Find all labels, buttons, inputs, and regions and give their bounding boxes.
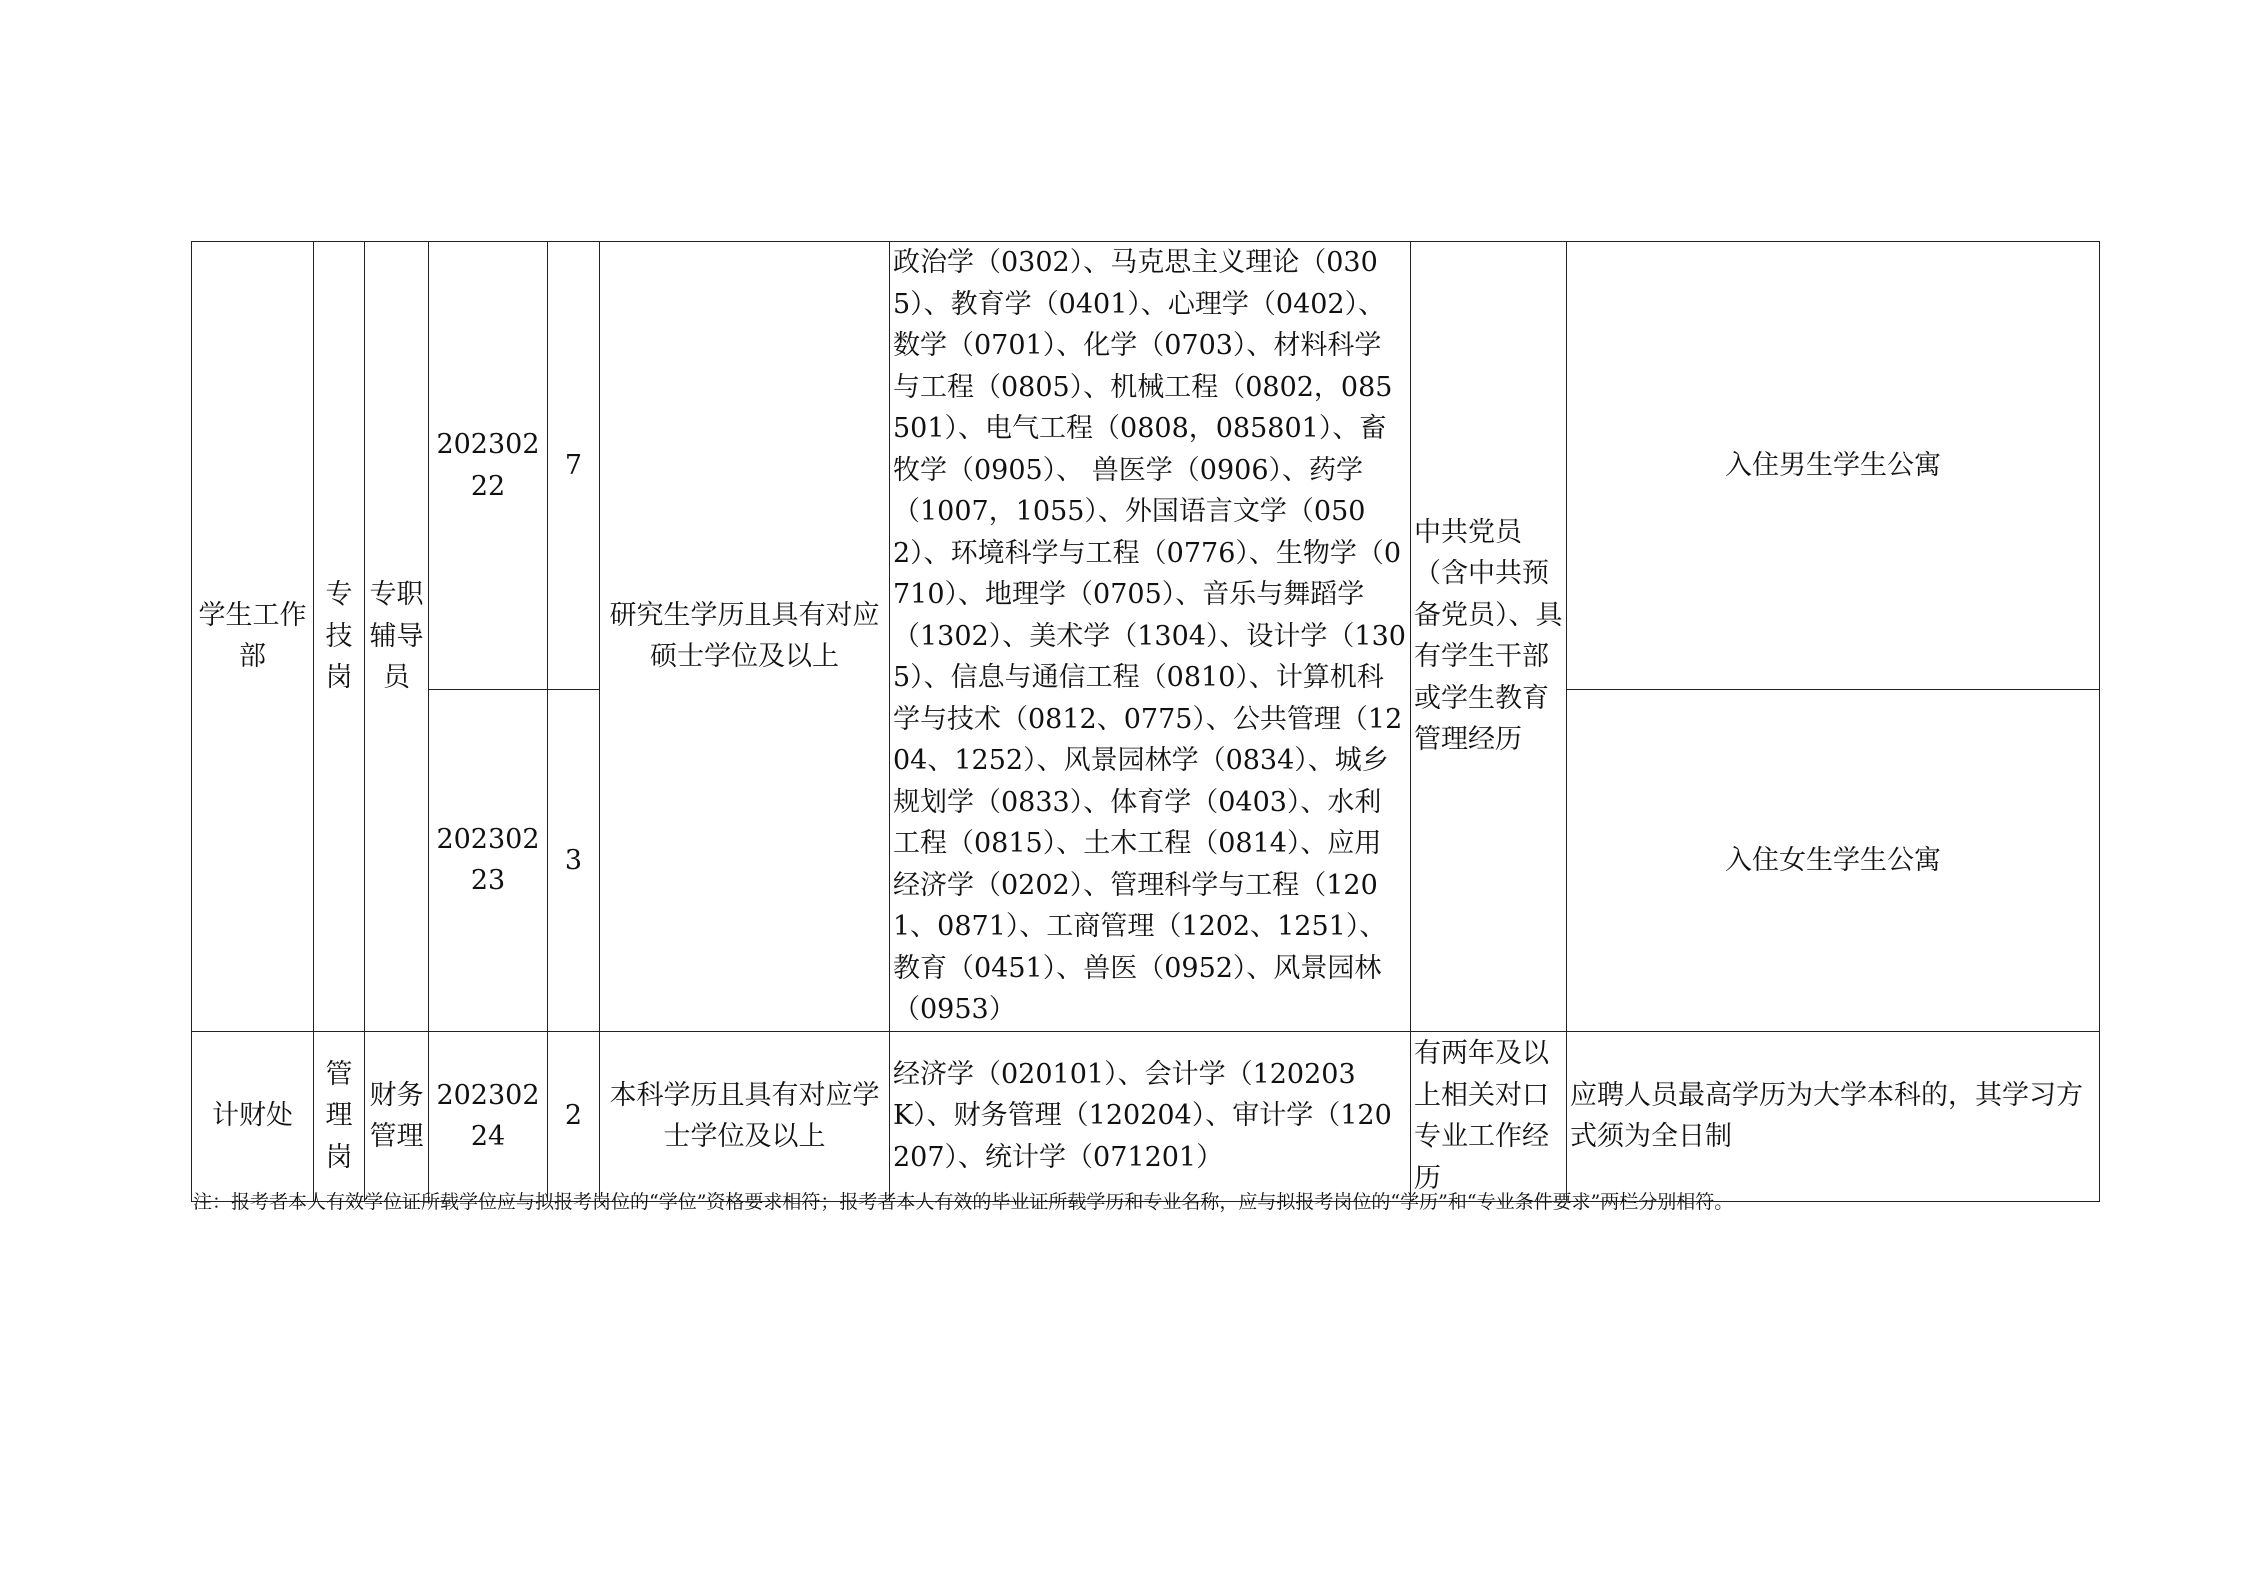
table-row: [192, 242, 2100, 690]
recruitment-table: [191, 241, 2100, 1202]
headcount-cell: 2: [548, 1031, 600, 1201]
table-row: [192, 1031, 2100, 1201]
remarks-cell: 应聘人员最高学历为大学本科的，其学习方式须为全日制: [1567, 1031, 2100, 1201]
remarks-cell: 入住男生学生公寓: [1567, 242, 2100, 690]
remarks-cell: 入住女生学生公寓: [1567, 690, 2100, 1031]
education-cell: 本科学历且具有对应学士学位及以上: [600, 1031, 890, 1201]
department-cell: 计财处: [192, 1031, 314, 1201]
post-name-cell: 财务管理: [365, 1031, 429, 1201]
post-code-cell: 20230224: [429, 1031, 548, 1201]
footnote: 注：报考者本人有效学位证所载学位应与拟报考岗位的“学位”资格要求相符；报考者本人有效的毕业证所载学历和专业名称，应与拟报考岗位的“学历”和“专业条件要求”两栏分别相符。: [193, 1191, 1734, 1213]
headcount-cell: 3: [548, 690, 600, 1031]
department-cell: 学生工作部: [192, 242, 314, 1032]
major-requirements-cell: 政治学（0302）、马克思主义理论（0305）、教育学（0401）、心理学（0402）、数学（0701）、化学（0703）、材料科学与工程（0805）、机械工程（0802，085501）、电气工程（0808，085801）、畜牧学（0905）、 兽医学（0906）、药学（1007，1055）、外国语言文学（0502）、环境科学与工程（0776）、生物学（0710）、地理学（0705）、音乐与舞蹈学（1302）、美术学（1304）、设计学（1305）、信息与通信工程（0810）、计算机科学与技术（0812、0775）、公共管理（1204、1252）、风景园林学（0834）、城乡规划学（0833）、体育学（0403）、水利工程（0815）、土木工程（0814）、应用经济学（0202）、管理科学与工程（1201、0871）、工商管理（1202、1251）、教育（0451）、兽医（0952）、风景园林（0953）: [890, 242, 1411, 1032]
other-conditions-cell: 中共党员（含中共预备党员）、具有学生干部或学生教育管理经历: [1411, 242, 1567, 1032]
post-code-cell: 20230222: [429, 242, 548, 690]
post-type-cell: 专技岗: [314, 242, 365, 1032]
post-type-cell: 管理岗: [314, 1031, 365, 1201]
post-code-cell: 20230223: [429, 690, 548, 1031]
major-requirements-cell: 经济学（020101）、会计学（120203K）、财务管理（120204）、审计学（120207）、统计学（071201）: [890, 1031, 1411, 1201]
other-conditions-cell: 有两年及以上相关对口专业工作经历: [1411, 1031, 1567, 1201]
post-name-cell: 专职辅导员: [365, 242, 429, 1032]
headcount-cell: 7: [548, 242, 600, 690]
education-cell: 研究生学历且具有对应硕士学位及以上: [600, 242, 890, 1032]
